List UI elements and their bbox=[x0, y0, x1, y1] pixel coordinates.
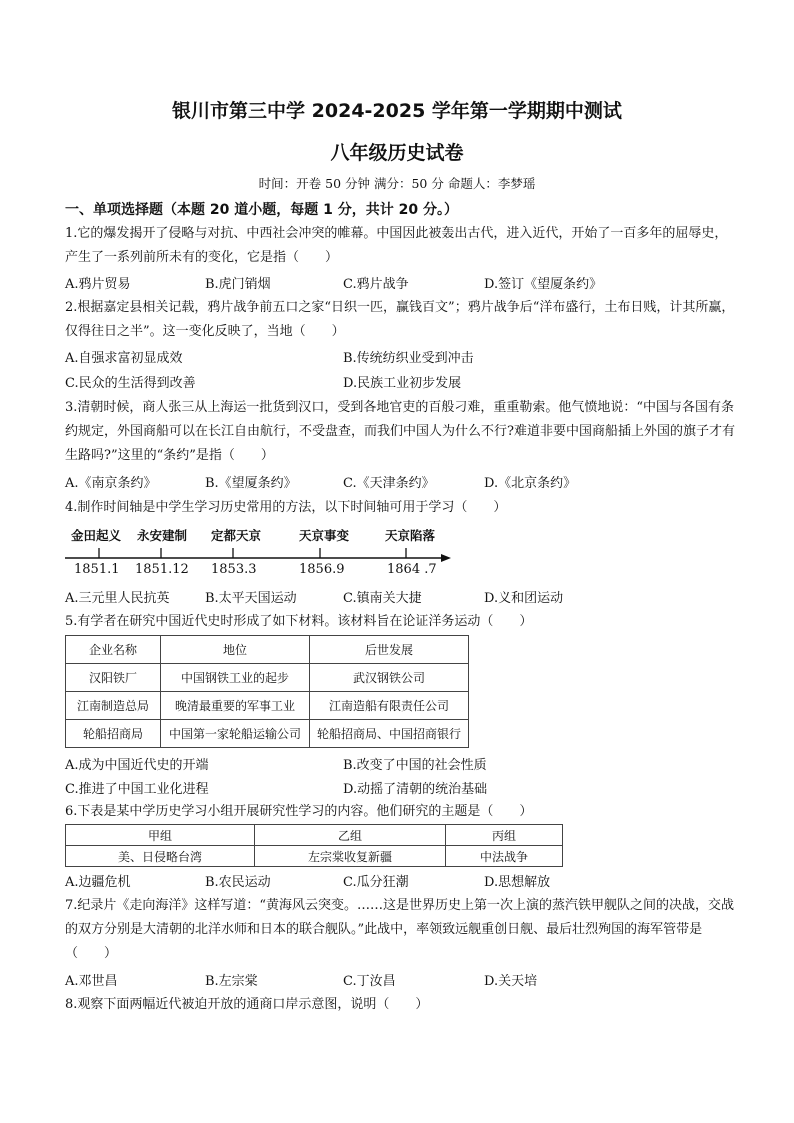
q6-option-c[interactable]: C.瓜分狂潮 bbox=[343, 875, 409, 890]
q7-option-a[interactable]: A.邓世昌 bbox=[65, 974, 118, 989]
q4-option-c[interactable]: C.镇南关大捷 bbox=[343, 591, 422, 606]
q4-option-d[interactable]: D.义和团运动 bbox=[484, 591, 564, 606]
q5-option-b[interactable]: B.改变了中国的社会性质 bbox=[343, 758, 487, 773]
table-cell: 汉阳铁厂 bbox=[66, 664, 161, 692]
study-group-table bbox=[65, 824, 563, 867]
timeline-label: 永安建制 bbox=[137, 528, 188, 543]
table-row bbox=[66, 846, 563, 867]
table-header: 乙组 bbox=[255, 825, 446, 846]
question-6-stem: 6.下表是某中学历史学习小组开展研究性学习的内容。他们研究的主题是（ ） bbox=[65, 804, 533, 819]
q1-option-a[interactable]: A.鸦片贸易 bbox=[65, 277, 131, 292]
timeline-date: 1856.9 bbox=[299, 562, 345, 577]
table-cell: 中法战争 bbox=[446, 846, 563, 867]
question-7-stem: 7.纪录片《走向海洋》这样写道：“黄海风云突变。……这是世界历史上第一次上演的蒸汽铁甲舰队之间的决战，交战的双方分别是大清朝的北洋水师和日本的联合舰队。”此战中，率领致远舰重创日舰、最后壮烈殉国的海军管带是（ ） bbox=[65, 898, 735, 961]
timeline-date: 1864 .7 bbox=[387, 562, 437, 577]
q7-option-b[interactable]: B.左宗棠 bbox=[205, 974, 258, 989]
table-row bbox=[66, 692, 469, 720]
section-heading: 一、单项选择题（本题 20 道小题，每题 1 分，共计 20 分。） bbox=[65, 202, 458, 218]
table-header: 后世发展 bbox=[310, 636, 469, 664]
table-cell: 江南造船有限责任公司 bbox=[310, 692, 469, 720]
table-row bbox=[66, 664, 469, 692]
table-header-row bbox=[66, 825, 563, 846]
q2-option-c[interactable]: C.民众的生活得到改善 bbox=[65, 376, 196, 391]
q2-option-a[interactable]: A.自强求富初显成效 bbox=[65, 351, 183, 366]
timeline-label: 天京事变 bbox=[299, 528, 350, 543]
table-header: 企业名称 bbox=[66, 636, 161, 664]
q6-option-a[interactable]: A.边疆危机 bbox=[65, 875, 131, 890]
table-cell: 轮船招商局 bbox=[66, 720, 161, 748]
table-header: 丙组 bbox=[446, 825, 563, 846]
timeline-date: 1851.1 bbox=[74, 562, 120, 577]
q1-option-b[interactable]: B.虎门销烟 bbox=[205, 277, 271, 292]
q3-option-b[interactable]: B.《望厦条约》 bbox=[205, 476, 297, 491]
question-2-stem: 2.根据嘉定县相关记载，鸦片战争前五口之家“日织一匹，赢钱百文”；鸦片战争后“洋布盛行，土布日贱，计其所赢，仅得往日之半”。这一变化反映了，当地（ ） bbox=[65, 300, 735, 339]
exam-title: 银川市第三中学 2024-2025 学年第一学期期中测试 bbox=[172, 100, 622, 122]
q7-option-d[interactable]: D.关天培 bbox=[484, 974, 538, 989]
table-cell: 江南制造总局 bbox=[66, 692, 161, 720]
question-1-stem: 1.它的爆发揭开了侵略与对抗、中西社会冲突的帷幕。中国因此被轰出古代，进入近代，开始了一百多年的屈辱史，产生了一系列前所未有的变化，它是指（ ） bbox=[65, 226, 728, 265]
table-header-row bbox=[66, 636, 469, 664]
timeline-label: 定都天京 bbox=[211, 528, 262, 543]
question-5-stem: 5.有学者在研究中国近代史时形成了如下材料。该材料旨在论证洋务运动（ ） bbox=[65, 614, 533, 629]
enterprise-table bbox=[65, 635, 469, 748]
table-cell: 轮船招商局、中国招商银行 bbox=[310, 720, 469, 748]
table-row bbox=[66, 720, 469, 748]
table-cell: 美、日侵略台湾 bbox=[66, 846, 255, 867]
question-3-stem: 3.清朝时候，商人张三从上海运一批货到汉口，受到各地官吏的百般刁难，重重勒索。他气愤地说：“中国与各国有条约规定，外国商船可以在长江自由航行，不受盘查，而我们中国人为什么不行?难道非要中国商船插上外国的旗子才有生路吗?”这里的“条约”是指（ ） bbox=[65, 400, 735, 463]
q3-option-a[interactable]: A.《南京条约》 bbox=[65, 476, 157, 491]
timeline-label: 天京陷落 bbox=[385, 528, 436, 543]
q3-option-c[interactable]: C.《天津条约》 bbox=[343, 476, 435, 491]
table-cell: 左宗棠收复新疆 bbox=[255, 846, 446, 867]
table-header: 甲组 bbox=[66, 825, 255, 846]
q5-option-a[interactable]: A.成为中国近代史的开端 bbox=[65, 758, 209, 773]
timeline bbox=[65, 520, 455, 582]
timeline-label: 金田起义 bbox=[71, 528, 122, 543]
table-header: 地位 bbox=[161, 636, 310, 664]
timeline-date: 1851.12 bbox=[135, 562, 189, 577]
timeline-date: 1853.3 bbox=[211, 562, 257, 577]
table-cell: 中国钢铁工业的起步 bbox=[161, 664, 310, 692]
q6-option-d[interactable]: D.思想解放 bbox=[484, 875, 551, 890]
q2-option-b[interactable]: B.传统纺织业受到冲击 bbox=[343, 351, 474, 366]
q5-option-d[interactable]: D.动摇了清朝的统治基础 bbox=[343, 782, 488, 797]
q5-option-c[interactable]: C.推进了中国工业化进程 bbox=[65, 782, 209, 797]
exam-meta: 时间：开卷 50 分钟 满分：50 分 命题人：李梦瑶 bbox=[258, 176, 536, 191]
table-cell: 中国第一家轮船运输公司 bbox=[161, 720, 310, 748]
exam-subtitle: 八年级历史试卷 bbox=[330, 142, 464, 164]
question-8-stem: 8.观察下面两幅近代被迫开放的通商口岸示意图，说明（ ） bbox=[65, 997, 429, 1012]
q4-option-b[interactable]: B.太平天国运动 bbox=[205, 591, 297, 606]
q4-option-a[interactable]: A.三元里人民抗英 bbox=[65, 591, 170, 606]
q1-option-d[interactable]: D.签订《望厦条约》 bbox=[484, 277, 603, 292]
table-cell: 晚清最重要的军事工业 bbox=[161, 692, 310, 720]
question-4-stem: 4.制作时间轴是中学生学习历史常用的方法，以下时间轴可用于学习（ ） bbox=[65, 500, 507, 515]
table-cell: 武汉钢铁公司 bbox=[310, 664, 469, 692]
q1-option-c[interactable]: C.鸦片战争 bbox=[343, 277, 409, 292]
q6-option-b[interactable]: B.农民运动 bbox=[205, 875, 271, 890]
q3-option-d[interactable]: D.《北京条约》 bbox=[484, 476, 577, 491]
q2-option-d[interactable]: D.民族工业初步发展 bbox=[343, 376, 462, 391]
q7-option-c[interactable]: C.丁汝昌 bbox=[343, 974, 396, 989]
timeline-axis bbox=[65, 546, 455, 562]
